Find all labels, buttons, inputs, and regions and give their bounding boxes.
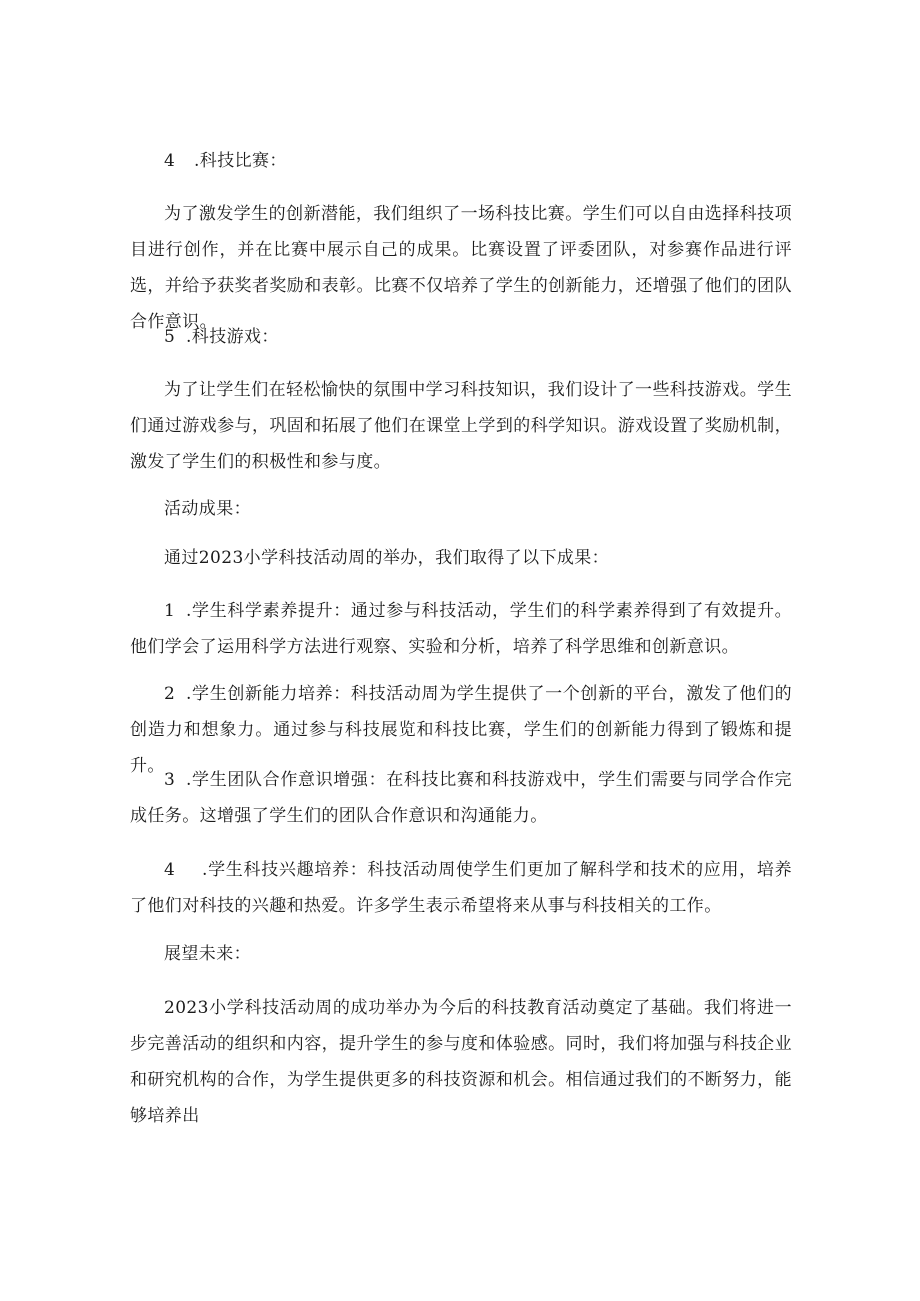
results-heading: 活动成果：	[164, 499, 251, 519]
result1-text: .学生科学素养提升：通过参与科技活动，学生们的科学素养得到了有效提升。他们学会了运用科学方法进行观察、实验和分析，培养了科学思维和创新意识。	[130, 601, 792, 657]
results-intro: 通过2023小学科技活动周的举办，我们取得了以下成果：	[164, 548, 610, 568]
item5-heading	[164, 326, 279, 348]
item4-number: 4	[164, 151, 176, 171]
item5-number: 5	[164, 327, 176, 347]
result2-text: .学生创新能力培养：科技活动周为学生提供了一个创新的平台，激发了他们的创造力和想象力。通过参与科技展览和科技比赛，学生们的创新能力得到了锻炼和提升。	[130, 684, 792, 776]
item4-title: .科技比赛：	[194, 151, 287, 171]
result4-number: 4	[164, 860, 176, 880]
future-paragraph: 2023小学科技活动周的成功举办为今后的科技教育活动奠定了基础。我们将进一步完善活动的组织和内容，提升学生的参与度和体验感。同时，我们将加强与科技企业和研究机构的合作，为学生提供更多的科技资源和机会。相信通过我们的不断努力，能够培养出	[130, 998, 792, 1126]
result1-number: 1	[164, 601, 176, 621]
result4-text: .学生科技兴趣培养：科技活动周使学生们更加了解科学和技术的应用，培养了他们对科技的兴趣和热爱。许多学生表示希望将来从事与科技相关的工作。	[130, 860, 792, 916]
result4-paragraph	[130, 852, 792, 924]
result3-paragraph	[130, 762, 792, 834]
future-heading: 展望未来：	[164, 944, 251, 964]
item4-paragraph: 为了激发学生的创新潜能，我们组织了一场科技比赛。学生们可以自由选择科技项目进行创作，并在比赛中展示自己的成果。比赛设置了评委团队，对参赛作品进行评选，并给予获奖者奖励和表彰。比赛不仅培养了学生的创新能力，还增强了他们的团队合作意识。	[130, 204, 792, 332]
result2-number: 2	[164, 684, 176, 704]
item5-title: .科技游戏：	[186, 327, 279, 347]
result1-paragraph	[130, 593, 792, 665]
item4-heading	[164, 150, 287, 172]
result3-number: 3	[164, 770, 176, 790]
result3-text: .学生团队合作意识增强：在科技比赛和科技游戏中，学生们需要与同学合作完成任务。这增强了学生们的团队合作意识和沟通能力。	[130, 770, 792, 826]
item5-paragraph: 为了让学生们在轻松愉快的氛围中学习科技知识，我们设计了一些科技游戏。学生们通过游戏参与，巩固和拓展了他们在课堂上学到的科学知识。游戏设置了奖励机制，激发了学生们的积极性和参与度。	[130, 380, 792, 472]
